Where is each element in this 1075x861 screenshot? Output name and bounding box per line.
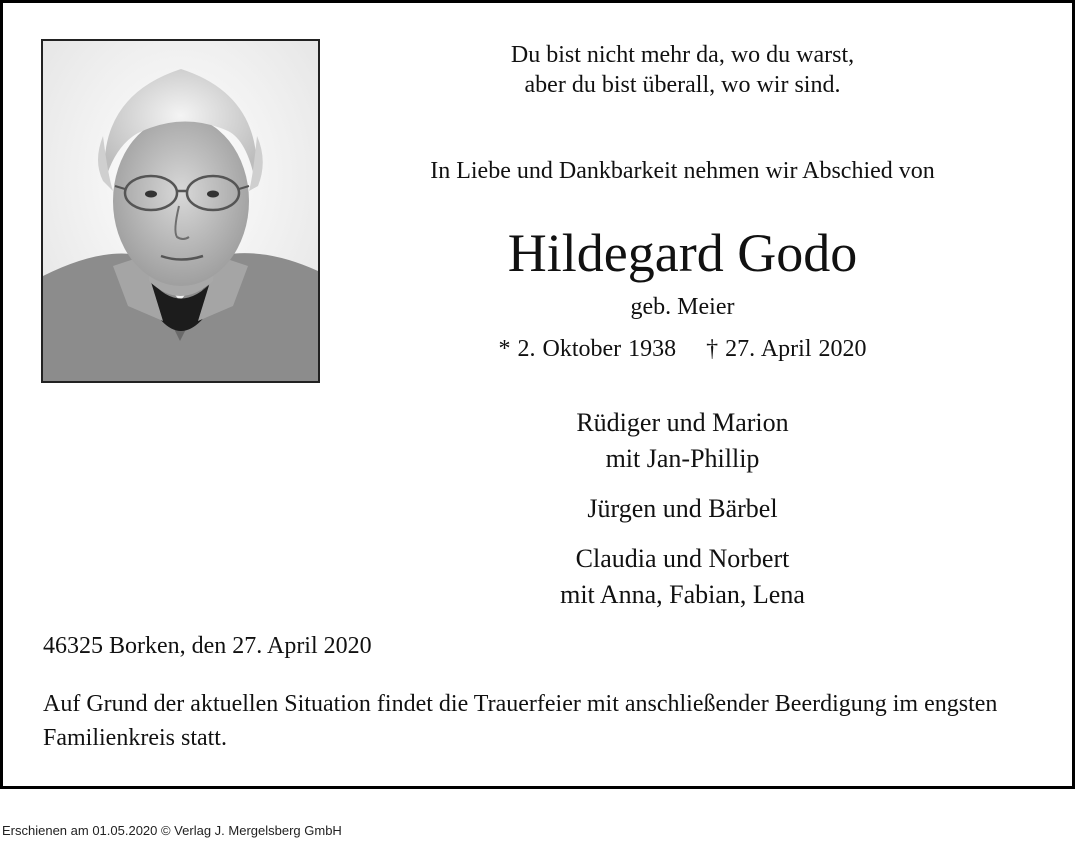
family-group xyxy=(290,541,1075,613)
death-date: † 27. April 2020 xyxy=(706,336,867,362)
family-children: mit Anna, Fabian, Lena xyxy=(560,580,805,609)
deceased-name: Hildegard Godo xyxy=(507,223,858,283)
publication-footer: Erschienen am 01.05.2020 © Verlag J. Mergelsberg GmbH xyxy=(2,823,342,838)
family-list xyxy=(290,405,1075,627)
family-group xyxy=(290,491,1075,527)
family-names: Jürgen und Bärbel xyxy=(587,494,778,523)
quote-line-1: Du bist nicht mehr da, wo du warst, xyxy=(510,42,855,68)
farewell-intro: In Liebe und Dankbarkeit nehmen wir Abschied von xyxy=(430,158,935,184)
family-names: Claudia und Norbert xyxy=(575,544,790,573)
maiden-name: geb. Meier xyxy=(630,294,735,320)
quote-line-2: aber du bist überall, wo wir sind. xyxy=(524,72,841,98)
life-dates xyxy=(290,334,1075,364)
funeral-notice: Auf Grund der aktuellen Situation findet die Trauerfeier mit anschließender Beerdigung im engsten Familienkreis statt. xyxy=(43,691,998,751)
family-names: Rüdiger und Marion xyxy=(576,408,789,437)
place-and-date: 46325 Borken, den 27. April 2020 xyxy=(43,633,372,659)
memorial-quote xyxy=(290,40,1075,100)
family-children: mit Jan-Phillip xyxy=(605,444,760,473)
portrait-photo xyxy=(41,39,320,383)
portrait-illustration xyxy=(43,41,318,381)
birth-date: * 2. Oktober 1938 xyxy=(498,336,677,362)
family-group xyxy=(290,405,1075,477)
